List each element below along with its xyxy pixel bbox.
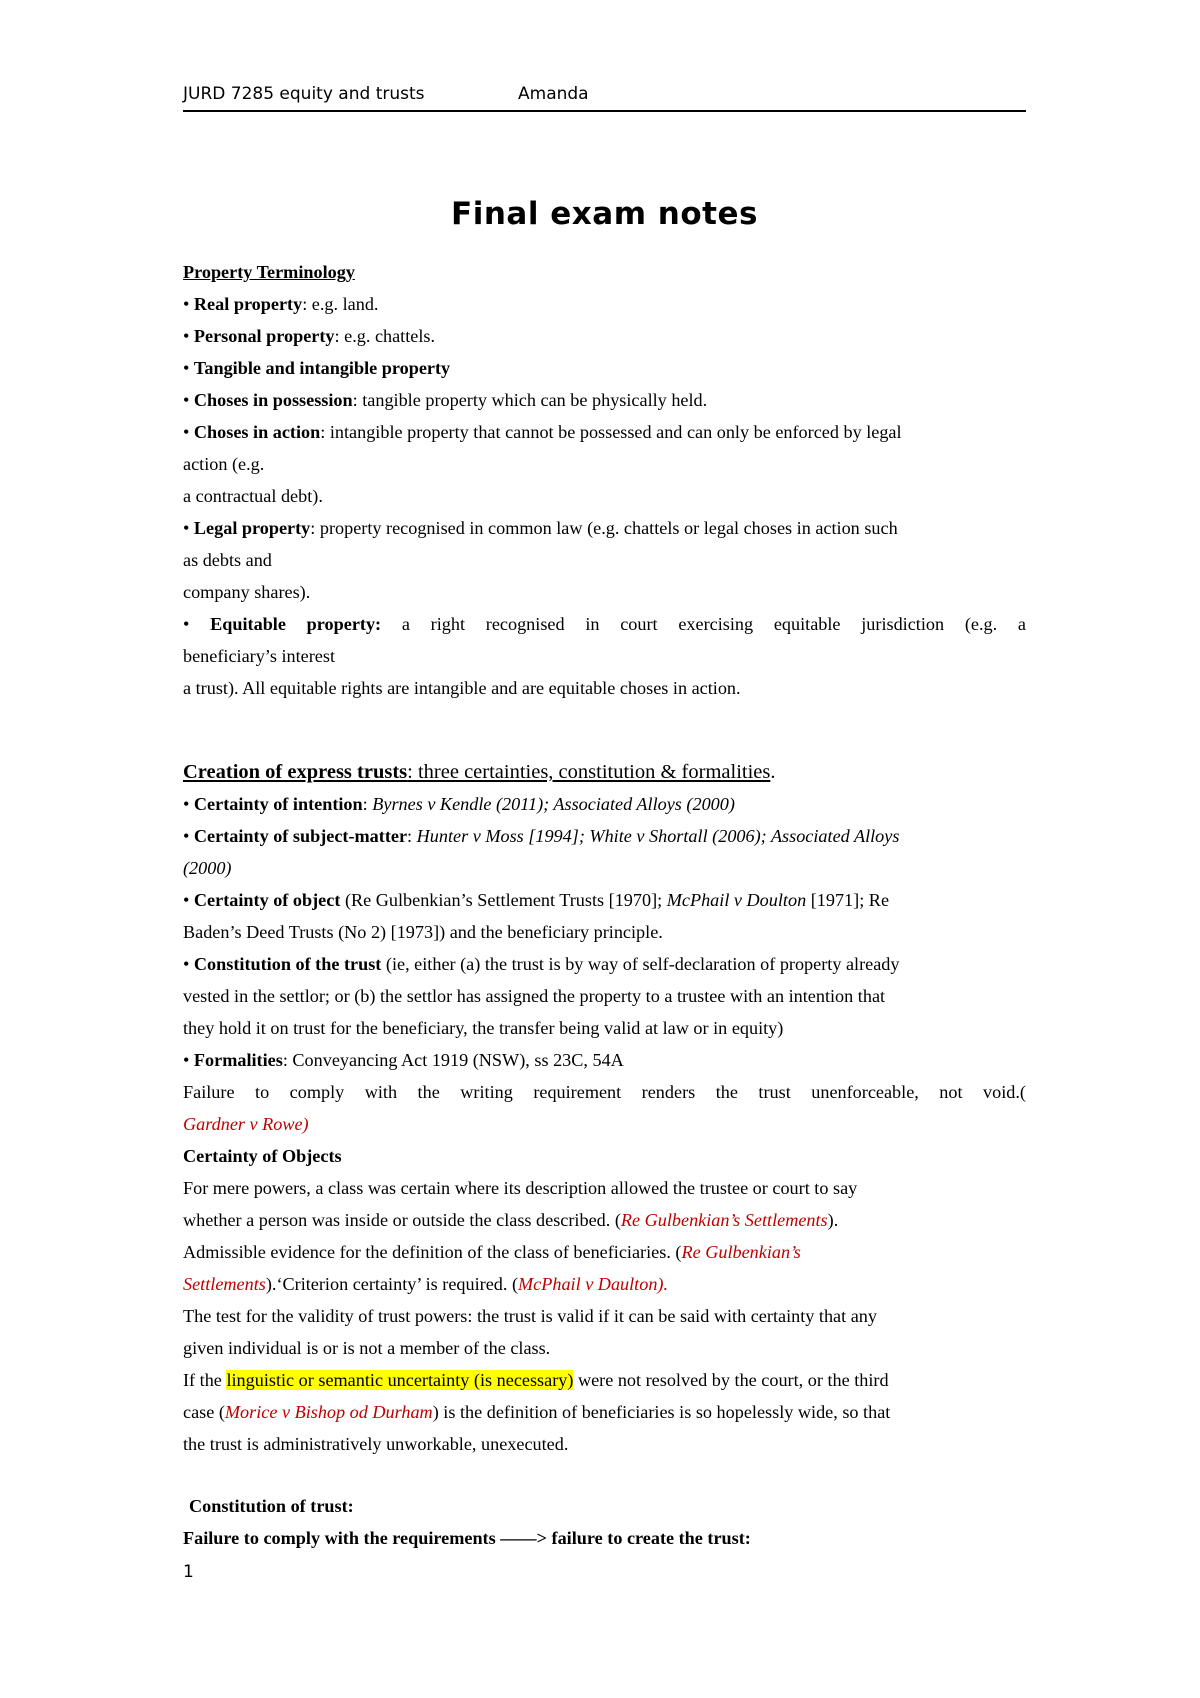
- separator: :: [407, 826, 417, 846]
- text: [1971]; Re: [806, 890, 890, 910]
- term: Legal property: [193, 518, 311, 538]
- definition: : intangible property that cannot be possessed and can only be enforced by legal: [320, 422, 902, 442]
- term: Choses in action: [193, 422, 321, 442]
- header-course: JURD 7285 equity and trusts: [183, 84, 425, 104]
- text-line: [183, 1236, 1026, 1268]
- text: case (: [183, 1402, 225, 1422]
- text-line: they hold it on trust for the beneficiary, the transfer being valid at law or in equity): [183, 1018, 784, 1038]
- bullet: •: [183, 794, 194, 814]
- definition: : tangible property which can be physically held.: [352, 390, 708, 410]
- term: Certainty of object: [193, 890, 341, 910]
- list-item-tangible-property: [183, 352, 1026, 384]
- definition: : property recognised in common law (e.g. chattels or legal choses in action such: [310, 518, 898, 538]
- term: Formalities: [193, 1050, 283, 1070]
- definition: : e.g. land.: [302, 294, 379, 314]
- text-line: (2000): [183, 858, 232, 878]
- bullet: •: [183, 294, 194, 314]
- bullet: •: [183, 826, 194, 846]
- text-line: [183, 1364, 1026, 1396]
- definition: (ie, either (a) the trust is by way of self-declaration of property already: [381, 954, 900, 974]
- list-item-certainty-object: [183, 884, 1026, 916]
- property-heading: Property Terminology: [183, 262, 355, 282]
- definition: : Conveyancing Act 1919 (NSW), ss 23C, 54A: [282, 1050, 624, 1070]
- header-author: Amanda: [518, 84, 589, 104]
- list-item-formalities: [183, 1044, 1026, 1076]
- page-number: 1: [183, 1562, 194, 1582]
- express-trusts-heading: [183, 756, 1026, 788]
- term: Certainty of intention: [193, 794, 363, 814]
- page-header: [183, 84, 1026, 112]
- separator: :: [362, 794, 373, 814]
- definition: : e.g. chattels.: [334, 326, 436, 346]
- text-line: as debts and: [183, 550, 272, 570]
- text-line: [183, 1268, 1026, 1300]
- list-item-certainty-subject: [183, 820, 1026, 852]
- list-item-legal-property: [183, 512, 1026, 544]
- text-line: the trust is administratively unworkable, unexecuted.: [183, 1434, 569, 1454]
- text-line: action (e.g.: [183, 454, 265, 474]
- text-line: For mere powers, a class was certain where its description allowed the trustee or court to say: [183, 1178, 858, 1198]
- case-citation: McPhail v Doulton: [666, 890, 807, 910]
- list-item-personal-property: [183, 320, 1026, 352]
- bullet: •: [183, 954, 194, 974]
- text: (Re Gulbenkian’s Settlement Trusts [1970];: [340, 890, 667, 910]
- bullet: •: [183, 326, 194, 346]
- constitution-heading: Constitution of trust:: [189, 1496, 354, 1516]
- bullet: •: [183, 422, 194, 442]
- term: Tangible and intangible property: [193, 358, 451, 378]
- case-citation: Re Gulbenkian’s Settlements: [620, 1210, 828, 1230]
- term: Real property: [193, 294, 303, 314]
- text-line: beneficiary’s interest: [183, 646, 335, 666]
- term: Choses in possession: [193, 390, 353, 410]
- text: whether a person was inside or outside the class described. (: [183, 1210, 621, 1230]
- heading-end: .: [770, 761, 776, 783]
- text: ) is the definition of beneficiaries is so hopelessly wide, so that: [432, 1402, 891, 1422]
- highlighted-text: linguistic or semantic uncertainty (is necessary): [226, 1370, 574, 1390]
- list-item-equitable-property: [183, 608, 1026, 640]
- list-item-real-property: [183, 288, 1026, 320]
- text-line: vested in the settlor; or (b) the settlor has assigned the property to a trustee with an intention that: [183, 986, 886, 1006]
- spacer: [183, 1460, 1026, 1490]
- text: were not resolved by the court, or the third: [573, 1370, 889, 1390]
- case-citation: Settlements: [183, 1274, 266, 1294]
- constitution-line: Failure to comply with the requirements ——> failure to create the trust:: [183, 1528, 751, 1548]
- text: ).: [827, 1210, 839, 1230]
- bullet: •: [183, 390, 194, 410]
- list-item-choses-in-action: [183, 416, 1026, 448]
- text-line: Failure to comply with the writing requirement renders the trust unenforceable, not void.(: [183, 1082, 1026, 1102]
- text-line: given individual is or is not a member of the class.: [183, 1338, 551, 1358]
- text-line: The test for the validity of trust powers: the trust is valid if it can be said with certainty that any: [183, 1306, 877, 1326]
- case-citation: Gardner v Rowe): [183, 1114, 309, 1134]
- document-title: Final exam notes: [451, 196, 758, 232]
- text: Admissible evidence for the definition of the class of beneficiaries. (: [183, 1242, 682, 1262]
- spacer: [183, 704, 1026, 756]
- definition: a right recognised in court exercising equitable jurisdiction (e.g. a: [381, 614, 1026, 634]
- case-citation: Re Gulbenkian’s: [681, 1242, 801, 1262]
- case-citations: Hunter v Moss [1994]; White v Shortall (2006); Associated Alloys: [416, 826, 900, 846]
- text: If the: [183, 1370, 227, 1390]
- list-item-constitution: [183, 948, 1026, 980]
- bullet: •: [183, 358, 194, 378]
- bullet: •: [183, 614, 211, 634]
- text-line: a contractual debt).: [183, 486, 323, 506]
- text: ).‘Criterion certainty’ is required. (: [265, 1274, 519, 1294]
- case-citation: McPhail v Daulton).: [518, 1274, 669, 1294]
- bullet: •: [183, 1050, 194, 1070]
- heading-bold: Creation of express trusts: [183, 761, 408, 783]
- term: Equitable property:: [210, 614, 382, 634]
- bullet: •: [183, 890, 194, 910]
- bullet: •: [183, 518, 194, 538]
- objects-heading: Certainty of Objects: [183, 1146, 342, 1166]
- heading-rest: : three certainties, constitution & formalities: [407, 761, 771, 783]
- document-body: [183, 256, 1026, 1554]
- term: Certainty of subject-matter: [193, 826, 408, 846]
- case-citation: Morice v Bishop od Durham: [224, 1402, 433, 1422]
- term: Personal property: [193, 326, 335, 346]
- text-line: a trust). All equitable rights are intangible and are equitable choses in action.: [183, 678, 741, 698]
- text-line: company shares).: [183, 582, 311, 602]
- list-item-choses-in-possession: [183, 384, 1026, 416]
- term: Constitution of the trust: [193, 954, 382, 974]
- case-citations: Byrnes v Kendle (2011); Associated Alloys (2000): [372, 794, 735, 814]
- list-item-certainty-intention: [183, 788, 1026, 820]
- text-line: Baden’s Deed Trusts (No 2) [1973]) and the beneficiary principle.: [183, 922, 663, 942]
- text-line: [183, 1396, 1026, 1428]
- text-line: [183, 1204, 1026, 1236]
